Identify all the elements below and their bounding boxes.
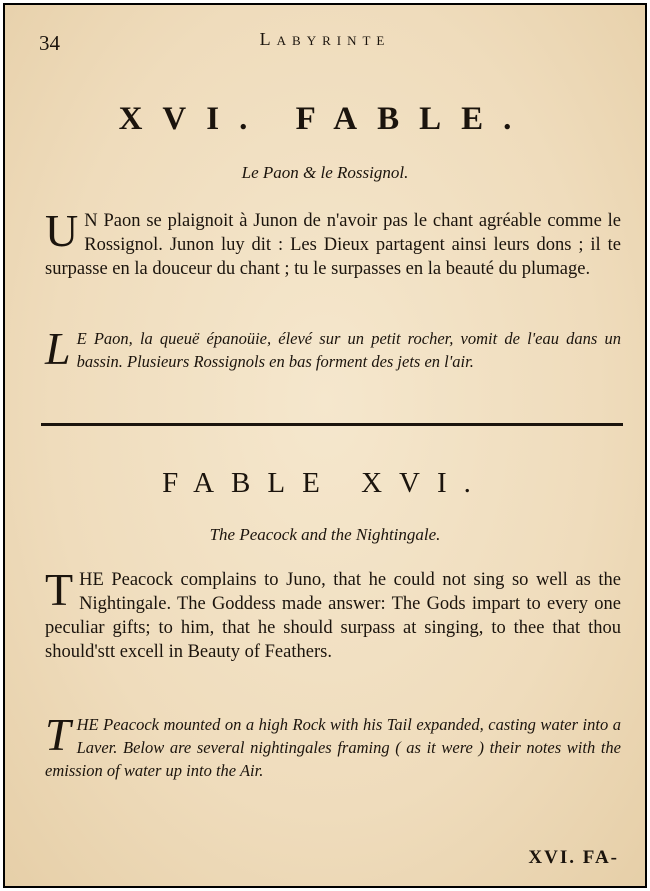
english-fable-body [45, 564, 621, 664]
english-desc-text: HE Peacock mounted on a high Rock with his Tail expanded, casting water into a Laver. Below are several nightingales framing ( as it were ) their notes with the emission of water up into the Air. [45, 715, 621, 780]
english-body-drop-cap: T [45, 564, 74, 615]
french-body-text: N Paon se plaignoit à Junon de n'avoir pas le chant agréable comme le Rossignol. Junon luy dit : Les Dieux partagent ainsi leurs dons ; il te surpasse en la douceur du chant ; tu le surpasses en la beauté du plumage. [45, 211, 621, 279]
french-desc-drop-cap: L [45, 323, 71, 374]
french-fable-subtitle: Le Paon & le Rossignol. [241, 163, 409, 182]
section-divider [41, 423, 623, 426]
page-number: 34 [39, 31, 60, 55]
french-fable-description [45, 323, 621, 374]
french-body-drop-cap: U [45, 205, 79, 256]
catchword: XVI. FA- [528, 847, 619, 868]
english-desc-drop-cap: T [45, 709, 71, 760]
english-fable-description [45, 709, 621, 782]
french-fable-body [45, 205, 621, 281]
english-body-text: HE Peacock complains to Juno, that he could not sing so well as the Nightingale. The Goddess made answer: The Gods impart to every one peculiar gifts; to him, that he should surpass at singing, to thee that thou should'stt excell in Beauty of Feathers. [45, 570, 621, 662]
french-desc-text: E Paon, la queuë épanoüie, élevé sur un petit rocher, vomit de l'eau dans un bassin. Plusieurs Rossignols en bas forment des jets en l'air. [76, 329, 621, 371]
english-fable-subtitle: The Peacock and the Nightingale. [209, 525, 441, 544]
book-page [5, 5, 645, 886]
english-fable-title: FABLE XVI. [162, 467, 488, 499]
running-title: Labyrinte [259, 29, 391, 49]
page-frame [3, 3, 647, 888]
french-fable-title: XVI. FABLE. [118, 101, 532, 137]
